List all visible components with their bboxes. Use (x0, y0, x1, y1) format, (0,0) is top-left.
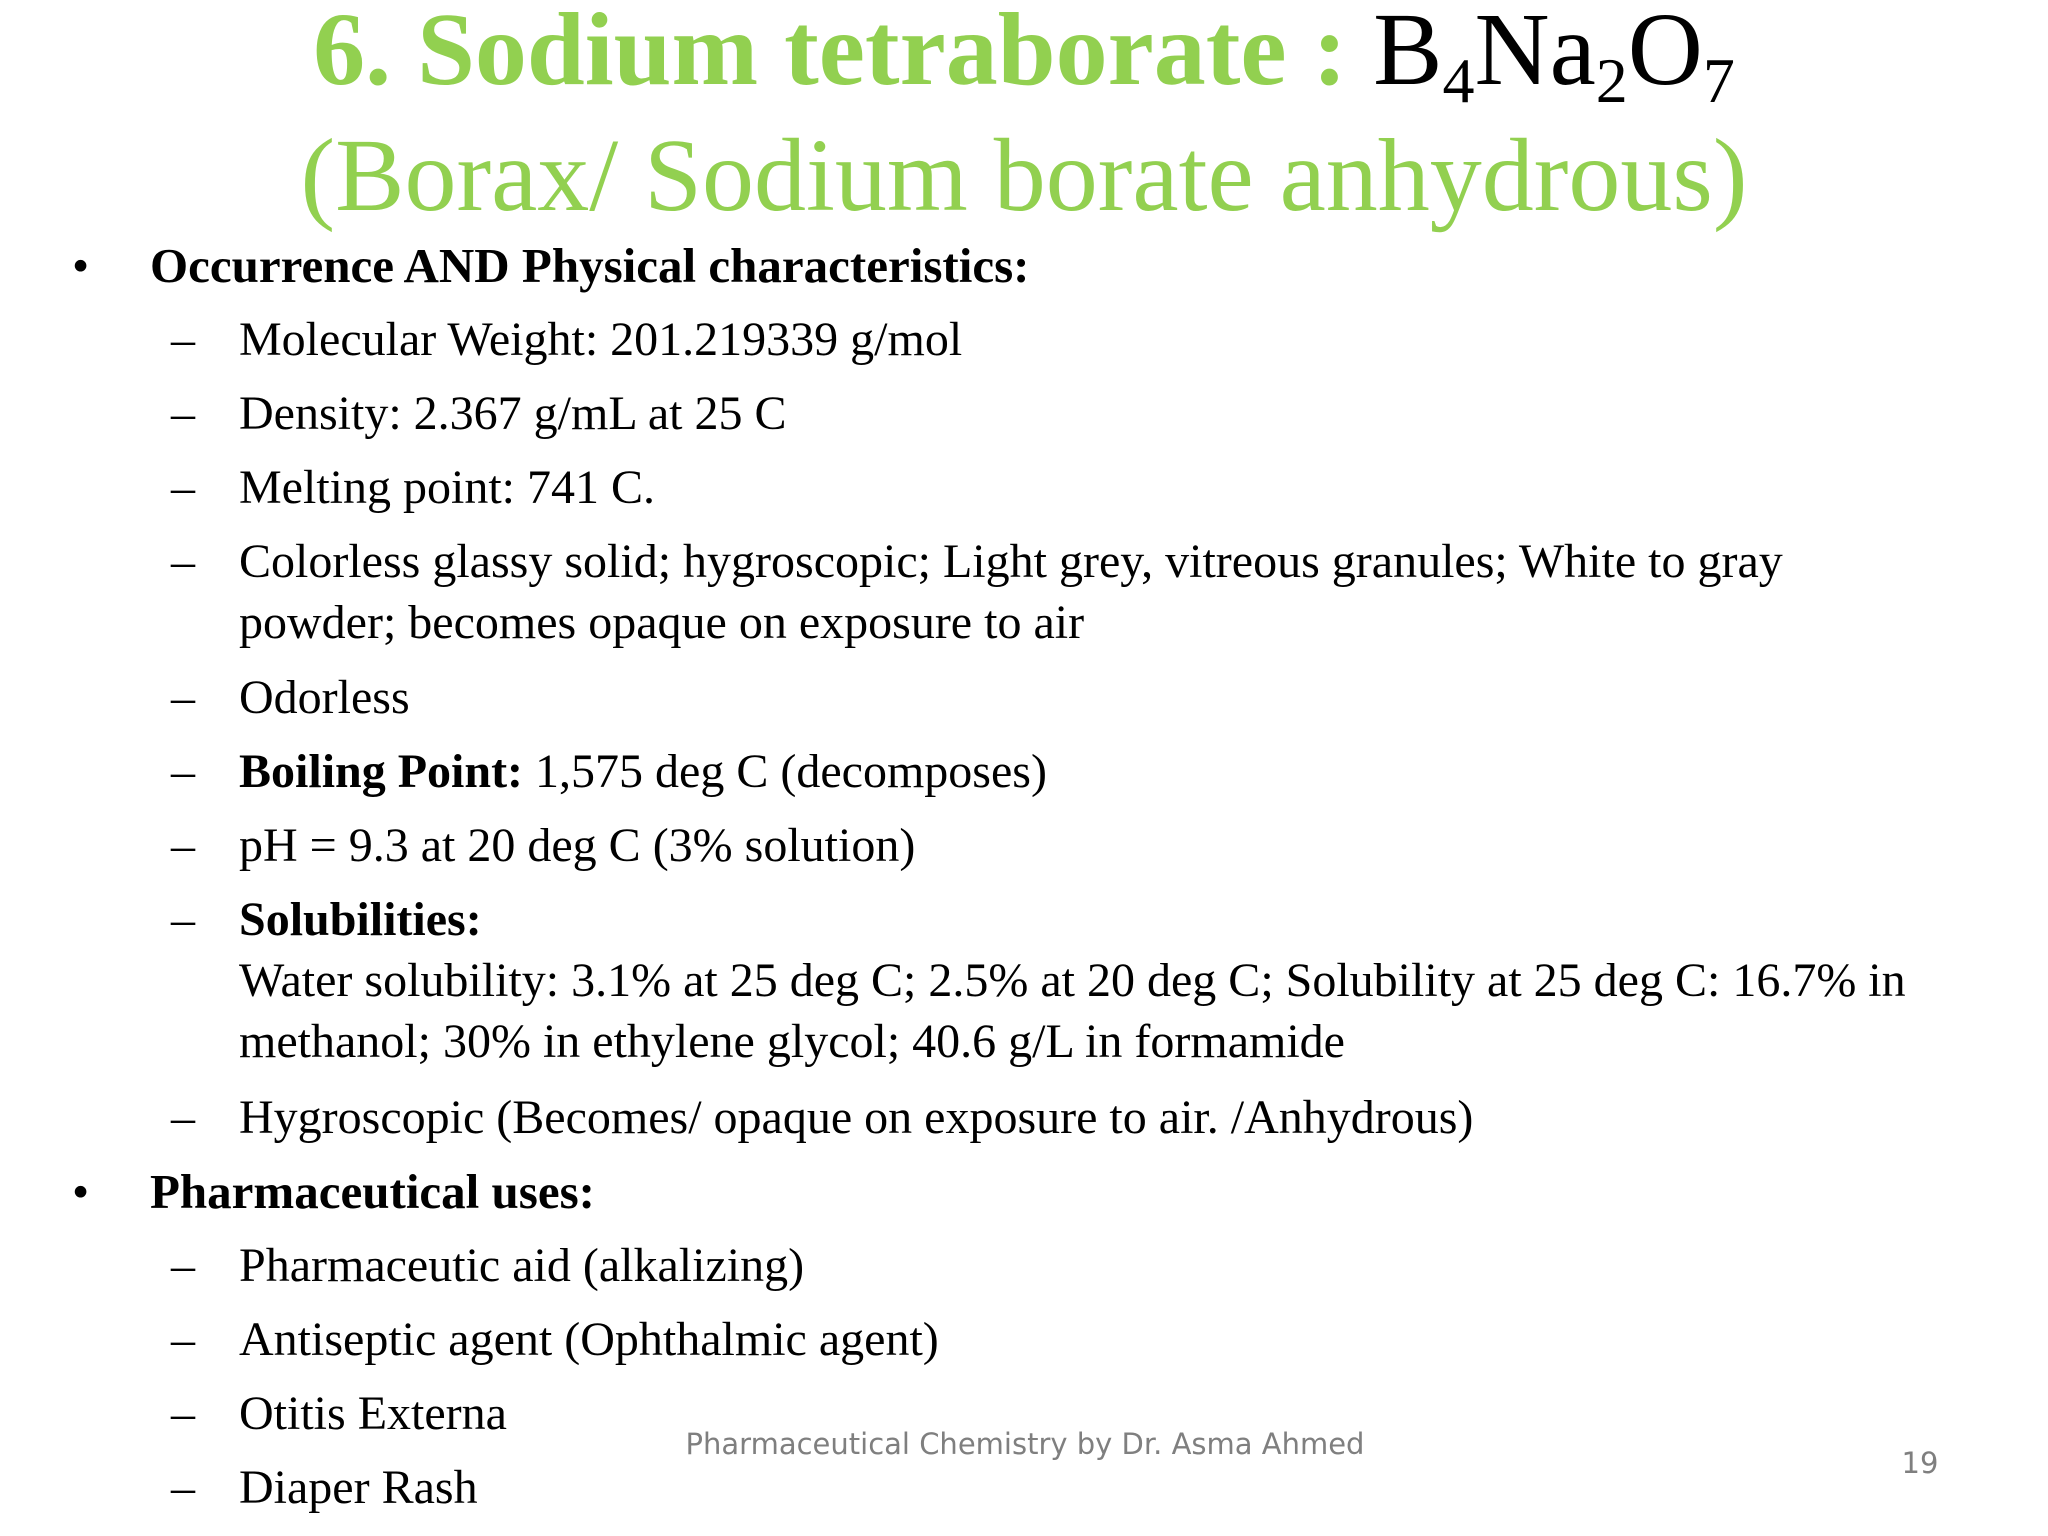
list-item-diaper-rash (171, 1457, 1999, 1518)
list-item-solubilities (171, 889, 1979, 1072)
list-item-text: Melting point: 741 C. (239, 461, 656, 514)
chemical-formula (1373, 0, 1735, 116)
footer-author: Pharmaceutical Chemistry by Dr. Asma Ahmed (685, 1427, 1365, 1461)
list-item-text: Molecular Weight: 201.219339 g/mol (239, 313, 963, 366)
list-item-density (171, 383, 1999, 444)
heading-text: Pharmaceutical uses: (150, 1164, 595, 1219)
dash-icon: – (171, 1387, 195, 1440)
list-item-melting-point (171, 457, 1999, 518)
formula-oxygen: O (1627, 0, 1703, 107)
list-item-text: Pharmaceutic aid (alkalizing) (239, 1239, 805, 1292)
list-item-appearance (171, 531, 1919, 653)
dash-icon: – (171, 671, 195, 724)
title-compound-name: 6. Sodium tetraborate : (313, 0, 1374, 107)
boiling-point-label: Boiling Point: (239, 745, 524, 798)
dash-icon: – (171, 1239, 195, 1292)
formula-sodium: Na (1474, 0, 1596, 107)
list-item-antiseptic (171, 1309, 1999, 1370)
list-item-odor (171, 667, 1999, 728)
solubilities-text: Water solubility: 3.1% at 25 deg C; 2.5% at 20 deg C; Solubility at 25 deg C: 16.7% in methanol; 30% in ethylene glycol; 40.6 g/L in formamide (239, 954, 1906, 1068)
list-item-ph (171, 815, 1999, 876)
list-item-text: Hygroscopic (Becomes/ opaque on exposure to air. /Anhydrous) (239, 1091, 1474, 1144)
dash-icon: – (171, 387, 195, 440)
heading-text: Occurrence AND Physical characteristics: (150, 238, 1030, 293)
dash-icon: – (171, 893, 195, 946)
section-heading-uses (72, 1162, 595, 1222)
formula-sodium-subscript: 2 (1595, 45, 1628, 116)
formula-oxygen-subscript: 7 (1702, 45, 1735, 116)
dash-icon: – (171, 313, 195, 366)
list-item-hygroscopic (171, 1087, 1999, 1148)
list-item-text: Diaper Rash (239, 1461, 478, 1514)
dash-icon: – (171, 819, 195, 872)
list-item-boiling-point (171, 741, 1999, 802)
bullet-icon: • (72, 238, 90, 293)
list-item-text: Otitis Externa (239, 1387, 507, 1440)
list-item-text: Density: 2.367 g/mL at 25 C (239, 387, 787, 440)
list-item-text: Odorless (239, 671, 410, 724)
page-number: 19 (1901, 1446, 1939, 1480)
dash-icon: – (171, 1461, 195, 1514)
solubilities-label: Solubilities: (239, 893, 482, 946)
list-item-text: Antiseptic agent (Ophthalmic agent) (239, 1313, 939, 1366)
title-line-1 (0, 0, 2048, 116)
formula-boron-subscript: 4 (1442, 45, 1475, 116)
list-item-text: pH = 9.3 at 20 deg C (3% solution) (239, 819, 916, 872)
dash-icon: – (171, 535, 195, 588)
dash-icon: – (171, 1091, 195, 1144)
slide-title (0, 0, 2048, 233)
title-line-2: (Borax/ Sodium borate anhydrous) (300, 118, 1748, 233)
bullet-icon: • (72, 1164, 90, 1219)
list-item-pharmaceutic-aid (171, 1235, 1999, 1296)
boiling-point-value: 1,575 deg C (decomposes) (523, 745, 1047, 798)
formula-boron: B (1373, 0, 1443, 107)
dash-icon: – (171, 745, 195, 798)
list-item-molecular-weight (171, 309, 1999, 370)
list-item-text: Colorless glassy solid; hygroscopic; Light grey, vitreous granules; White to gray powder; becomes opaque on exposure to air (239, 535, 1783, 649)
dash-icon: – (171, 461, 195, 514)
section-heading-occurrence (72, 236, 1030, 296)
dash-icon: – (171, 1313, 195, 1366)
